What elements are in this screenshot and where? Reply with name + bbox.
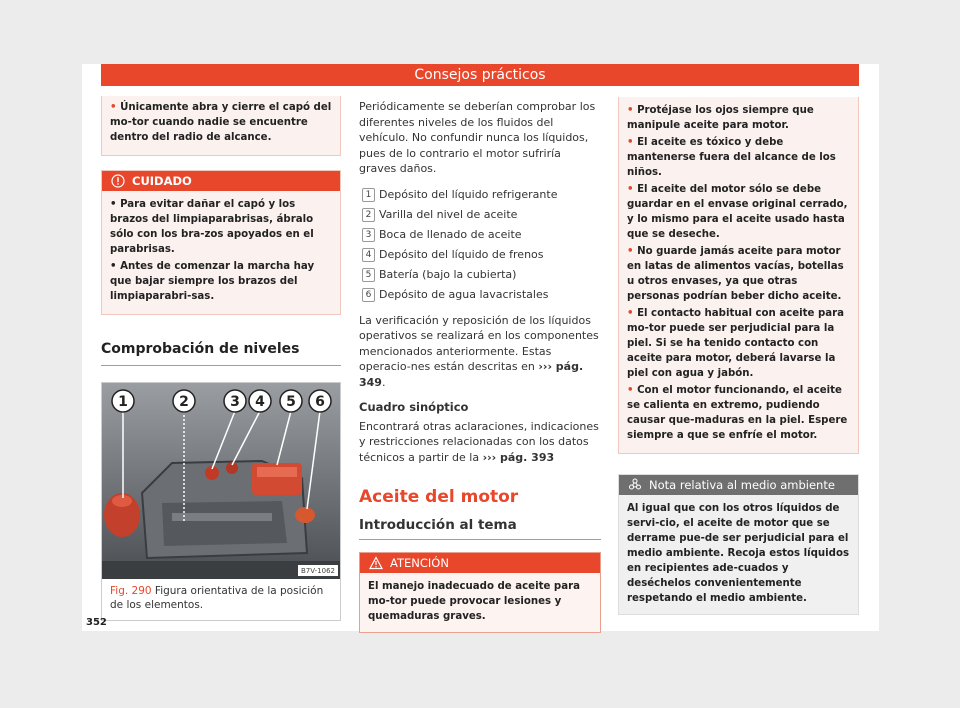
warning-bullet: • Protéjase los ojos siempre que manipule aceite para motor. [627, 105, 814, 131]
verify-paragraph: La verificación y reposición de los líquidos operativos se realizará en los componentes mencionados anteriormente. Estas operacio-nes están descritas en ››› pág. 349. [359, 313, 599, 389]
intro-subtitle: Introducción al tema [359, 517, 517, 533]
list-item: 2 Varilla del nivel de aceite [359, 205, 601, 225]
caution-header [102, 171, 340, 191]
page-header: Consejos prácticos [101, 64, 859, 86]
environment-note-box [618, 474, 859, 615]
page-ref-link[interactable]: ››› pág. 349 [359, 360, 584, 389]
warning-triangle-icon [369, 556, 383, 570]
callout-label: 1 [118, 394, 128, 410]
column-right [618, 97, 859, 615]
warning-continuation: • Únicamente abra y cierre el capó del mo-tor cuando nadie se encuentre dentro del radio de alcance. [101, 96, 341, 156]
engine-bay-illustration [102, 383, 340, 579]
caption-label: Fig. 290 [110, 585, 152, 597]
column-left [101, 96, 341, 621]
warning-bullet: • Con el motor funcionando, el aceite se calienta en extremo, pudiendo causar que-maduras en la piel. Espere siempre a que se enfríe el motor. [627, 385, 848, 441]
section-rule [101, 365, 341, 366]
list-item: 4 Depósito del líquido de frenos [359, 245, 601, 265]
callout-label: 3 [230, 394, 240, 410]
caution-title: CUIDADO [132, 174, 192, 188]
intro-paragraph: Periódicamente se deberían comprobar los diferentes niveles de los fluidos del vehículo. No confundir nunca los líquidos, pues de lo contrario el motor sufriría graves daños. [359, 100, 596, 175]
warning-text: Únicamente abra y cierre el capó del mo-tor cuando nadie se encuentre dentro del radio de alcance. [110, 102, 332, 143]
page-ref-link[interactable]: ››› pág. 393 [482, 450, 555, 464]
figure-caption [102, 579, 340, 620]
attention-header [360, 553, 600, 573]
environment-text: Al igual que con los otros líquidos de servi-cio, el aceite de motor que se derrame pue-de ser perjudicial para el medio ambiente. Recoja estos líquidos en recipientes ade-cuados y deséchelos convenientemente respetando el medio ambiente. [627, 503, 850, 604]
warning-bullet: • El aceite es tóxico y debe mantenerse fuera del alcance de los niños. [627, 137, 836, 178]
subtitle-rule [359, 539, 601, 540]
list-item: 5 Batería (bajo la cubierta) [359, 265, 601, 285]
section-title: Comprobación de niveles [101, 341, 300, 357]
caution-body [102, 191, 340, 314]
attention-box [359, 552, 601, 633]
caution-box [101, 170, 341, 315]
oil-section-title: Aceite del motor [359, 487, 519, 507]
attention-text: El manejo inadecuado de aceite para mo-tor puede provocar lesiones y quemaduras graves. [368, 581, 580, 622]
info-circle-icon [111, 174, 125, 188]
engine-figure [101, 382, 341, 621]
caption-text: Figura orientativa de la posición de los elementos. [110, 585, 324, 611]
components-list [359, 185, 601, 305]
synoptic-title: Cuadro sinóptico [359, 400, 469, 414]
warning-bullet: • No guarde jamás aceite para motor en latas de alimentos vacías, botellas u otros envases, ya que otras personas podrían beber dicho aceite. [627, 246, 844, 302]
callout-label: 2 [179, 394, 189, 410]
callout-label: 4 [255, 394, 265, 410]
callout-label: 5 [286, 394, 296, 410]
caution-bullet: • Para evitar dañar el capó y los brazos del limpiaparabrisas, ábralo sólo con los bra-zos apoyados en el parabrisas. [110, 199, 314, 255]
list-item: 3 Boca de llenado de aceite [359, 225, 601, 245]
column-middle [359, 99, 601, 633]
caution-bullet: • Antes de comenzar la marcha hay que bajar siempre los brazos del limpiaparabri-sas. [110, 261, 315, 302]
list-item: 1 Depósito del líquido refrigerante [359, 185, 601, 205]
figure-code: B7V-1062 [301, 567, 335, 575]
environment-header [619, 475, 858, 495]
environment-title: Nota relativa al medio ambiente [649, 478, 835, 492]
attention-title: ATENCIÓN [390, 556, 449, 570]
section-levels [101, 341, 341, 366]
warning-bullet: • El contacto habitual con aceite para mo-tor puede ser perjudicial para la piel. Si se ha tenido contacto con aceite para motor, deberá lavarse la piel con agua y jabón. [627, 308, 845, 379]
oil-warnings [618, 97, 859, 454]
page-number: 352 [86, 617, 107, 628]
warning-bullet: • El aceite del motor sólo se debe guardar en el envase original cerrado, y lo mismo para el aceite usado hasta que se deseche. [627, 184, 848, 240]
synoptic-paragraph: Encontrará otras aclaraciones, indicaciones y restricciones relacionadas con los datos técnicos a partir de la ››› pág. 393 [359, 419, 599, 464]
list-item: 6 Depósito de agua lavacristales [359, 285, 601, 305]
callout-label: 6 [315, 394, 325, 410]
environment-icon [628, 478, 642, 492]
